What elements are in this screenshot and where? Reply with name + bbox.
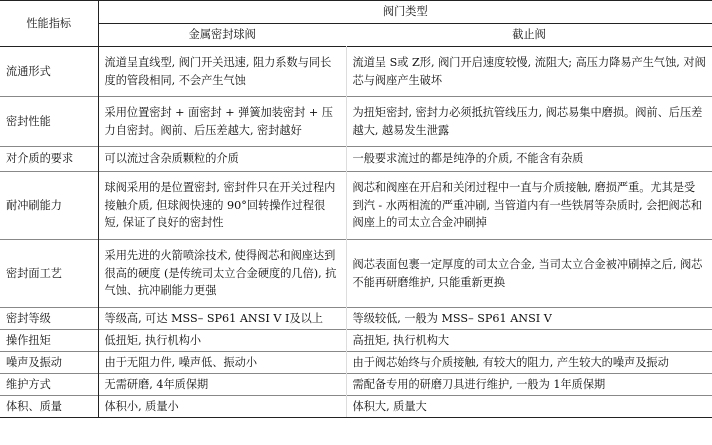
- globe-valve-cell: 流道呈 S或 Z形, 阀门开启速度较慢, 流阻大; 高压力降易产生气蚀, 对阀芯与阀座产生破坏: [346, 47, 712, 97]
- table-row: [0, 308, 712, 330]
- corner-header: 性能指标: [0, 1, 98, 47]
- row-label: 操作扭矩: [0, 330, 98, 352]
- ball-valve-cell: 采用位置密封 + 面密封 + 弹簧加装密封 + 压力自密封。阀前、后压差越大, 密封越好: [98, 97, 346, 147]
- ball-valve-cell: 球阀采用的是位置密封, 密封件只在开关过程内接触介质, 但球阀快速的 90°回转操作过程很短, 保证了良好的密封性: [98, 172, 346, 240]
- row-label: 流通形式: [0, 47, 98, 97]
- globe-valve-cell: 由于阀芯始终与介质接触, 有较大的阻力, 产生较大的噪声及振动: [346, 352, 712, 374]
- column-header-ball-valve: 金属密封球阀: [98, 24, 346, 47]
- row-label: 密封等级: [0, 308, 98, 330]
- table-row: [0, 147, 712, 172]
- table-row: [0, 47, 712, 97]
- row-label: 噪声及振动: [0, 352, 98, 374]
- table-row: [0, 172, 712, 240]
- globe-valve-cell: 一般要求流过的都是纯净的介质, 不能含有杂质: [346, 147, 712, 172]
- row-label: 密封面工艺: [0, 240, 98, 308]
- group-header: 阀门类型: [98, 1, 712, 24]
- globe-valve-cell: 需配备专用的研磨刀具进行维护, 一般为 1年质保期: [346, 374, 712, 396]
- ball-valve-cell: 等级高, 可达 MSS– SP61 ANSI V I及以上: [98, 308, 346, 330]
- globe-valve-cell: 阀芯和阀座在开启和关闭过程中一直与介质接触, 磨损严重。尤其是受到汽 - 水两相流的严重冲刷, 当管道内有一些铁屑等杂质时, 会把阀芯和阀座上的司太立合金冲刷掉: [346, 172, 712, 240]
- table-row: [0, 352, 712, 374]
- ball-valve-cell: 体积小, 质量小: [98, 396, 346, 418]
- row-label: 密封性能: [0, 97, 98, 147]
- row-label: 维护方式: [0, 374, 98, 396]
- column-header-globe-valve: 截止阀: [346, 24, 712, 47]
- globe-valve-cell: 阀芯表面包裹一定厚度的司太立合金, 当司太立合金被冲刷掉之后, 阀芯不能再研磨维护, 只能重新更换: [346, 240, 712, 308]
- globe-valve-cell: 高扭矩, 执行机构大: [346, 330, 712, 352]
- table-row: [0, 330, 712, 352]
- globe-valve-cell: 等级较低, 一般为 MSS– SP61 ANSI V: [346, 308, 712, 330]
- table-row: [0, 396, 712, 418]
- ball-valve-cell: 低扭矩, 执行机构小: [98, 330, 346, 352]
- globe-valve-cell: 体积大, 质量大: [346, 396, 712, 418]
- table-row: [0, 374, 712, 396]
- table-row: [0, 240, 712, 308]
- ball-valve-cell: 采用先进的火箭喷涂技术, 使得阀芯和阀座达到很高的硬度 (是传统司太立合金硬度的几倍), 抗气蚀、抗冲刷能力更强: [98, 240, 346, 308]
- ball-valve-cell: 可以流过含杂质颗粒的介质: [98, 147, 346, 172]
- row-label: 对介质的要求: [0, 147, 98, 172]
- row-label: 体积、质量: [0, 396, 98, 418]
- ball-valve-cell: 无需研磨, 4年质保期: [98, 374, 346, 396]
- table-row: [0, 97, 712, 147]
- row-label: 耐冲刷能力: [0, 172, 98, 240]
- globe-valve-cell: 为扭矩密封, 密封力必须抵抗管线压力, 阀芯易集中磨损。阀前、后压差越大, 越易发生泄露: [346, 97, 712, 147]
- ball-valve-cell: 流道呈直线型, 阀门开关迅速, 阻力系数与同长度的管段相同, 不会产生气蚀: [98, 47, 346, 97]
- ball-valve-cell: 由于无阻力件, 噪声低、振动小: [98, 352, 346, 374]
